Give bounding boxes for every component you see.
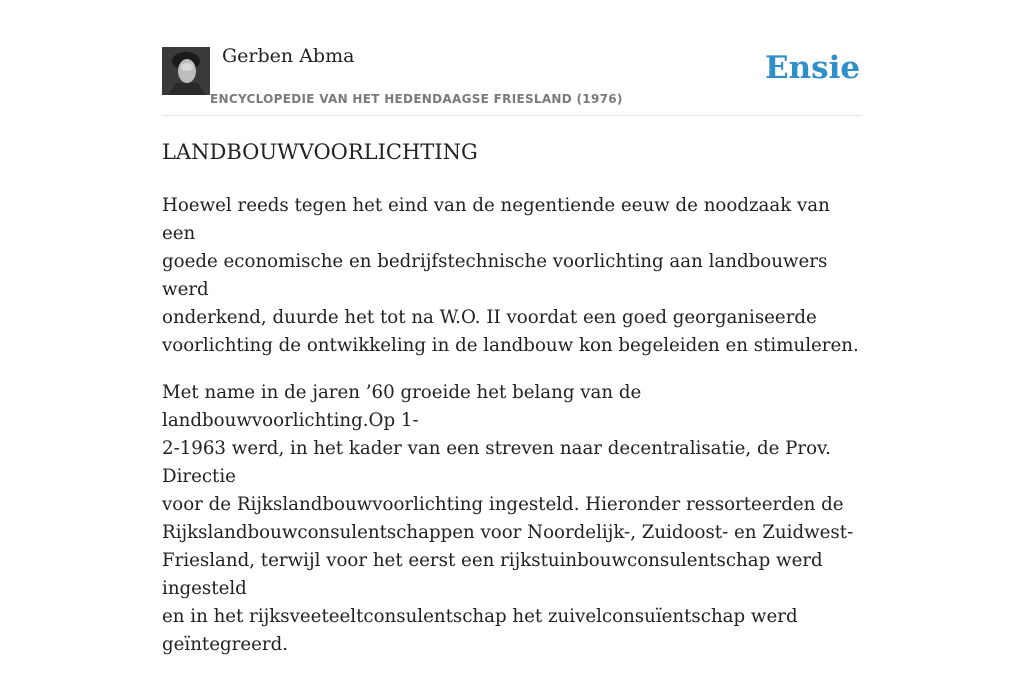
source-label[interactable]: ENCYCLOPEDIE VAN HET HEDENDAAGSE FRIESLAND (1976): [210, 92, 623, 106]
article-title: LANDBOUWVOORLICHTING: [162, 140, 478, 164]
article-body: [162, 192, 862, 678]
line: geïntegreerd.: [162, 634, 288, 655]
line: goede economische en bedrijfstechnische voorlichting aan landbouwers werd: [162, 251, 828, 300]
author-name[interactable]: Gerben Abma: [222, 45, 355, 67]
line: voorlichting de ontwikkeling in de landbouw kon begeleiden en stimuleren.: [162, 335, 859, 356]
line: en in het rijksveeteeltconsulentschap het zuivelconsuïentschap werd: [162, 606, 798, 627]
line: onderkend, duurde het tot na W.O. II voordat een goed georganiseerde: [162, 307, 817, 328]
ensie-logo[interactable]: Ensie: [765, 50, 861, 86]
author-avatar[interactable]: [162, 47, 210, 95]
line: Hoewel reeds tegen het eind van de negentiende eeuw de noodzaak van een: [162, 195, 830, 244]
line: Met name in de jaren ’60 groeide het belang van de landbouwvoorlichting.Op 1-: [162, 382, 642, 431]
line: 2-1963 werd, in het kader van een streven naar decentralisatie, de Prov. Directie: [162, 438, 831, 487]
line: Rijkslandbouwconsulentschappen voor Noordelijk-, Zuidoost- en Zuidwest-: [162, 522, 854, 543]
paragraph: [162, 192, 862, 360]
portrait-image: [162, 47, 210, 95]
header-divider: [162, 115, 862, 116]
paragraph: [162, 379, 862, 659]
line: voor de Rijkslandbouwvoorlichting ingesteld. Hieronder ressorteerden de: [162, 494, 844, 515]
line: Friesland, terwijl voor het eerst een rijkstuinbouwconsulentschap werd ingesteld: [162, 550, 823, 599]
